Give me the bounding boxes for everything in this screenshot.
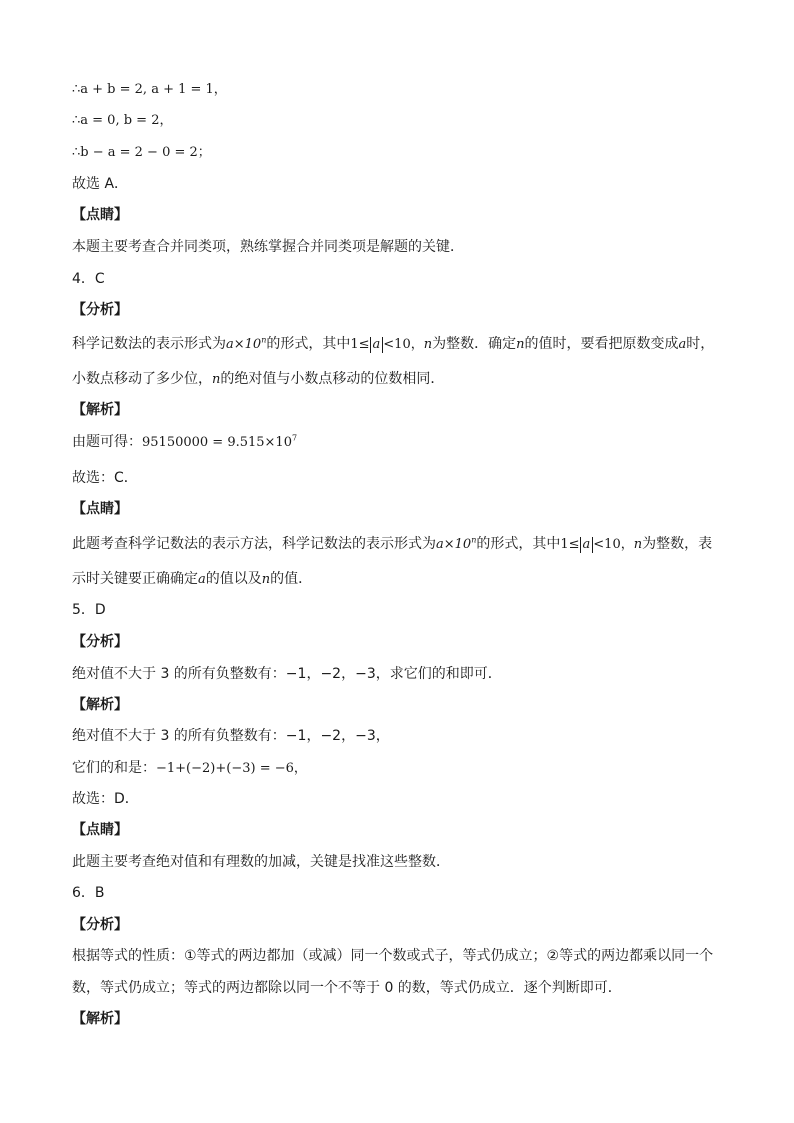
variable: n xyxy=(212,372,221,387)
section-heading-comment: 【点睛】 xyxy=(72,207,128,223)
variable: n xyxy=(261,572,271,587)
solution-line xyxy=(72,758,307,779)
solution-step xyxy=(72,80,227,100)
formula-exponent: n xyxy=(261,335,267,345)
answer-choice-line: 故选：C． xyxy=(72,470,138,486)
formula: 1≤ xyxy=(560,537,580,552)
text-fragment: 小数点移动了多少位， xyxy=(72,371,212,387)
analysis-paragraph-line: 数，等式仍成立；等式的两边都除以同一个不等于 0 的数，等式仍成立．逐个判断即可． xyxy=(72,980,622,996)
section-heading-analysis: 【分析】 xyxy=(72,917,128,933)
variable: a xyxy=(198,572,206,587)
text-fragment: 的值时，要看把原数变成 xyxy=(524,336,679,352)
solution-line: 绝对值不大于 3 的所有负整数有：−1，−2，−3， xyxy=(72,728,390,744)
analysis-paragraph-line xyxy=(72,369,444,390)
text-fragment: 的形式，其中 xyxy=(266,336,351,352)
section-heading-analysis: 【分析】 xyxy=(72,634,128,650)
section-heading-solution: 【解析】 xyxy=(72,1011,128,1027)
formula-base: a×10 xyxy=(436,537,472,552)
answer-choice-line: 故选：D． xyxy=(72,791,139,807)
text-fragment: 为整数．确定 xyxy=(432,336,517,352)
answer-choice-line: 故选 A． xyxy=(72,176,129,192)
text-fragment: 的形式，其中 xyxy=(476,536,561,552)
variable: n xyxy=(633,537,643,552)
formula-exponent: n xyxy=(471,535,477,545)
solution-step-text: ∴a = 0, b = 2， xyxy=(72,113,173,128)
solution-step-text: ∴a + b = 2, a + 1 = 1， xyxy=(72,82,227,97)
solution-step xyxy=(72,143,211,163)
analysis-paragraph-line xyxy=(72,334,714,355)
formula xyxy=(226,337,266,352)
formula xyxy=(436,537,476,552)
formula xyxy=(142,435,297,450)
text-fragment: 的绝对值与小数点移动的位数相同． xyxy=(220,371,445,387)
text-fragment: 此题考查科学记数法的表示方法，科学记数法的表示形式为 xyxy=(72,536,436,552)
section-heading-comment: 【点睛】 xyxy=(72,822,128,838)
question-number-answer: 6．B xyxy=(72,885,105,901)
formula: <10， xyxy=(593,537,634,552)
comment-paragraph-line xyxy=(72,569,312,590)
variable: n xyxy=(423,337,433,352)
text-fragment: 的值以及 xyxy=(205,571,262,587)
text-fragment: 为整数，表 xyxy=(642,536,713,552)
comment-paragraph: 本题主要考查合并同类项，熟练掌握合并同类项是解题的关键． xyxy=(72,239,464,255)
comment-paragraph-line xyxy=(72,534,712,555)
solution-step-text: ∴b − a = 2 − 0 = 2； xyxy=(72,145,211,160)
analysis-paragraph-line: 根据等式的性质：①等式的两边都加（或减）同一个数或式子，等式仍成立；②等式的两边都乘以同一个 xyxy=(72,948,714,964)
solution-step xyxy=(72,111,172,131)
section-heading-solution: 【解析】 xyxy=(72,402,128,418)
section-heading-comment: 【点睛】 xyxy=(72,501,128,517)
text-fragment: 由题可得： xyxy=(72,434,142,450)
absolute-value: a xyxy=(580,537,594,553)
comment-paragraph: 此题主要考查绝对值和有理数的加减，关键是找准这些整数． xyxy=(72,854,450,870)
formula-base: 95150000 = 9.515×10 xyxy=(142,435,292,450)
absolute-value: a xyxy=(370,337,384,353)
text-fragment: 科学记数法的表示形式为 xyxy=(72,336,226,352)
solution-line xyxy=(72,432,297,453)
formula: 1≤ xyxy=(350,337,370,352)
variable: a xyxy=(678,337,687,352)
formula-exponent: 7 xyxy=(291,433,298,443)
section-heading-solution: 【解析】 xyxy=(72,697,128,713)
variable: n xyxy=(516,337,525,352)
text-fragment: 示时关键要正确确定 xyxy=(72,571,198,587)
text-fragment: 它们的和是： xyxy=(72,760,156,776)
formula: −1+(−2)+(−3) = −6， xyxy=(156,761,307,776)
section-heading-analysis: 【分析】 xyxy=(72,302,128,318)
text-fragment: 的值． xyxy=(270,571,313,587)
question-number-answer: 5．D xyxy=(72,602,106,618)
text-fragment: 时， xyxy=(686,336,715,352)
formula-base: a×10 xyxy=(226,337,262,352)
question-number-answer: 4．C xyxy=(72,271,105,287)
analysis-paragraph: 绝对值不大于 3 的所有负整数有：−1，−2，−3，求它们的和即可． xyxy=(72,666,502,682)
formula: <10， xyxy=(383,337,424,352)
